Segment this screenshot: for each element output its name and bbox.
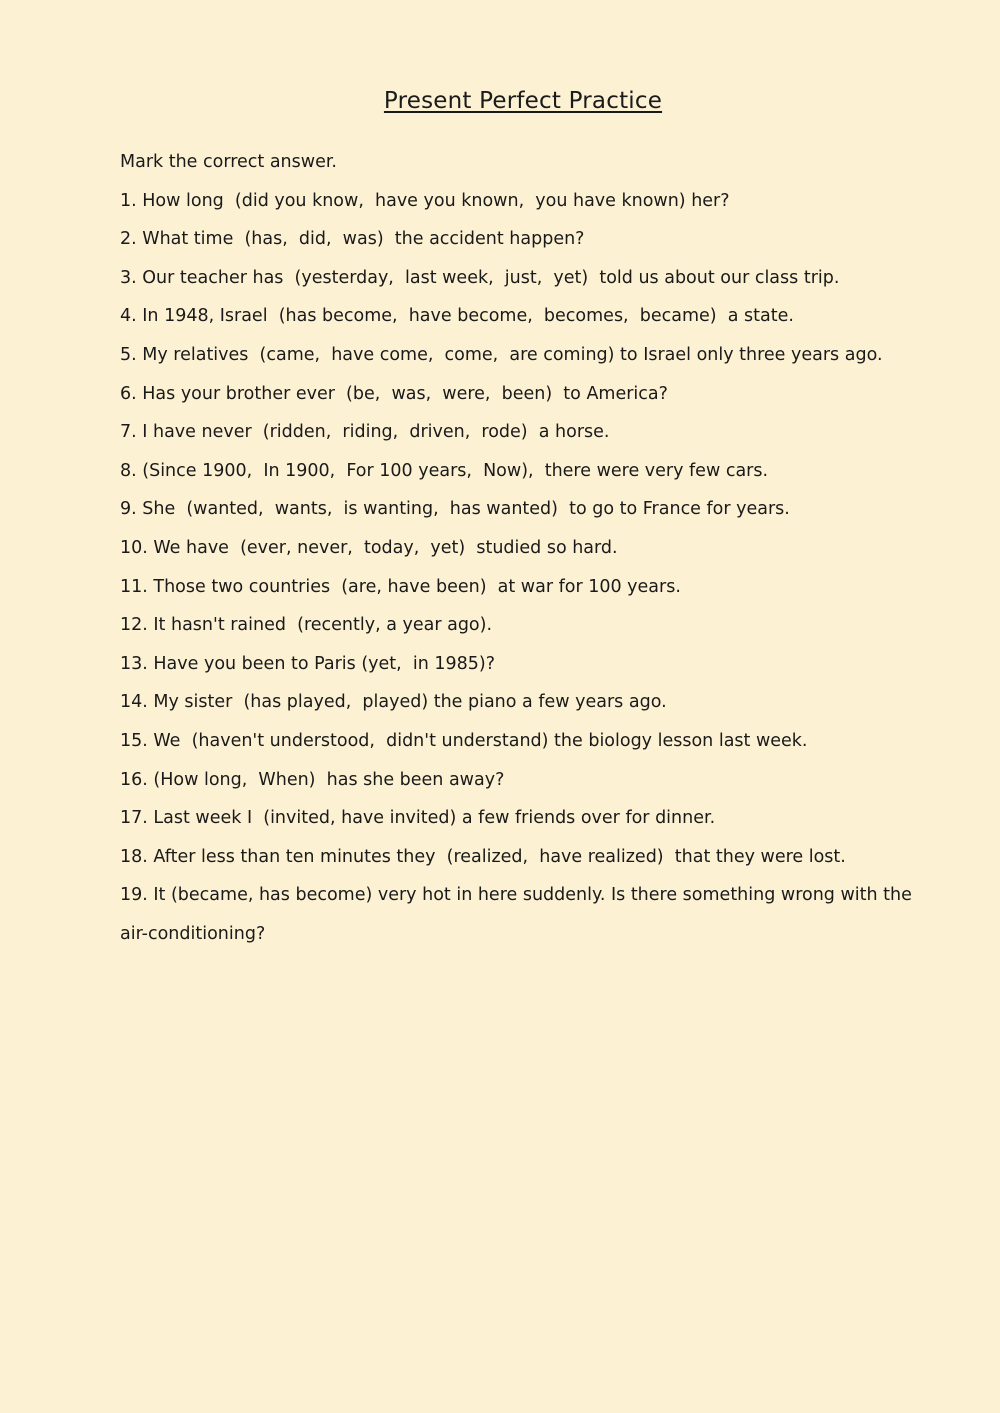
question-4: 4. In 1948, Israel (has become, have become, becomes, became) a state.	[120, 306, 794, 327]
question-1: 1. How long (did you know, have you known, you have known) her?	[120, 190, 730, 211]
question-2: 2. What time (has, did, was) the accident happen?	[120, 229, 585, 250]
question-7: 7. I have never (ridden, riding, driven, rode) a horse.	[120, 422, 610, 443]
worksheet-title: Present Perfect Practice	[383, 88, 663, 114]
question-12: 12. It hasn't rained (recently, a year ago).	[120, 615, 493, 636]
question-19: 19. It (became, has become) very hot in here suddenly. Is there something wrong with the air-conditioning?	[120, 885, 912, 944]
question-18: 18. After less than ten minutes they (realized, have realized) that they were lost.	[120, 846, 846, 867]
question-9: 9. She (wanted, wants, is wanting, has wanted) to go to France for years.	[120, 499, 790, 520]
instruction-text: Mark the correct answer.	[120, 152, 337, 172]
worksheet-body	[120, 143, 930, 953]
question-8: 8. (Since 1900, In 1900, For 100 years, Now), there were very few cars.	[120, 460, 769, 481]
question-11: 11. Those two countries (are, have been) at war for 100 years.	[120, 576, 681, 597]
question-15: 15. We (haven't understood, didn't understand) the biology lesson last week.	[120, 730, 808, 751]
question-13: 13. Have you been to Paris (yet, in 1985)?	[120, 653, 496, 674]
question-17: 17. Last week I (invited, have invited) a few friends over for dinner.	[120, 808, 716, 829]
question-16: 16. (How long, When) has she been away?	[120, 769, 505, 790]
question-10: 10. We have (ever, never, today, yet) studied so hard.	[120, 537, 618, 558]
question-3: 3. Our teacher has (yesterday, last week, just, yet) told us about our class trip.	[120, 267, 840, 288]
question-6: 6. Has your brother ever (be, was, were, been) to America?	[120, 383, 668, 404]
question-14: 14. My sister (has played, played) the piano a few years ago.	[120, 692, 667, 713]
question-5: 5. My relatives (came, have come, come, are coming) to Israel only three years ago.	[120, 344, 883, 365]
